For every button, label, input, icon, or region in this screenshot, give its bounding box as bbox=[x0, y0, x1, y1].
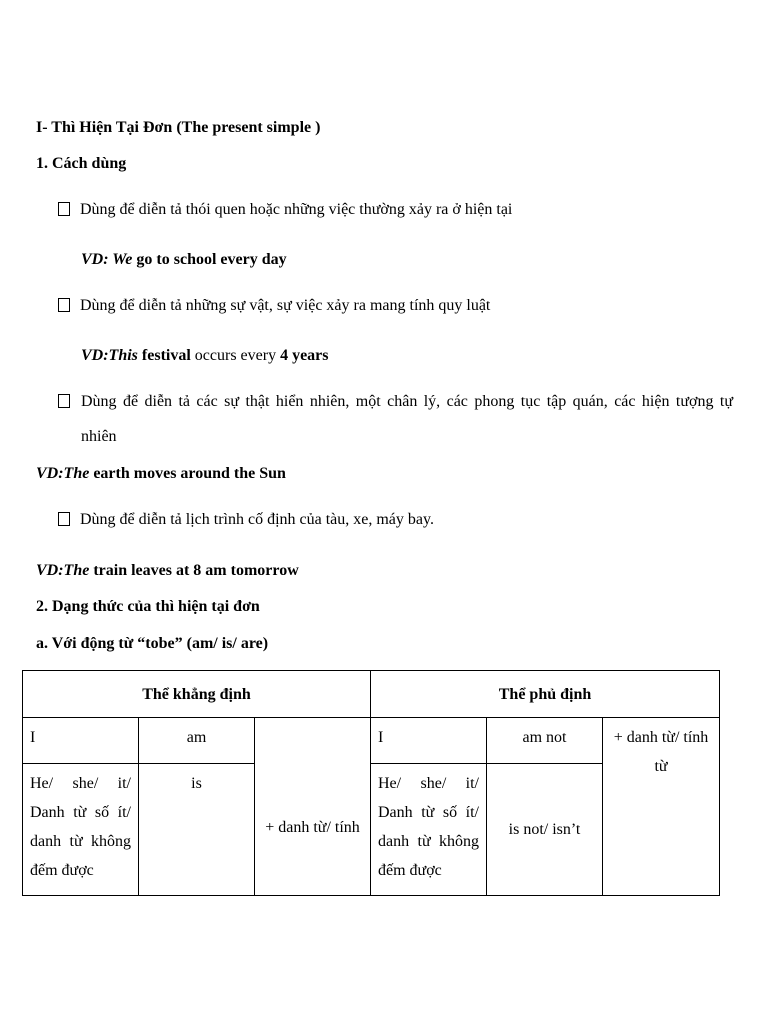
use-item-4 bbox=[58, 510, 434, 530]
use-text: Dùng để diễn tả lịch trình cố định của tàu, xe, máy bay. bbox=[80, 511, 434, 528]
subsection-tobe-title: a. Với động từ “tobe” (am/ is/ are) bbox=[36, 635, 269, 652]
use-text: Dùng để diễn tả những sự vật, sự việc xảy ra mang tính quy luật bbox=[80, 297, 491, 314]
checkbox-bullet-icon bbox=[58, 512, 70, 526]
example-3 bbox=[36, 464, 286, 484]
use-item-2 bbox=[58, 296, 490, 316]
checkbox-bullet-icon bbox=[58, 202, 70, 216]
example-prefix: VD:This bbox=[81, 347, 138, 364]
tobe-table bbox=[22, 670, 720, 896]
section-usage-title: 1. Cách dùng bbox=[36, 155, 127, 172]
example-1 bbox=[81, 250, 287, 270]
example-prefix: VD:The bbox=[36, 465, 90, 482]
use-text: Dùng để diễn tả thói quen hoặc những việc thường xảy ra ở hiện tại bbox=[80, 201, 513, 218]
main-heading: I- Thì Hiện Tại Đơn (The present simple ) bbox=[36, 119, 321, 136]
verb-cell: is bbox=[139, 764, 255, 896]
use-text-3-line2: nhiên bbox=[81, 428, 117, 445]
use-item-1 bbox=[58, 200, 512, 220]
example-text: go to school every day bbox=[132, 251, 287, 268]
subject-cell: I bbox=[23, 718, 139, 764]
neg-verb-cell: is not/ isn’t bbox=[487, 764, 603, 896]
checkbox-bullet-icon bbox=[58, 394, 70, 408]
neg-subject-cell: I bbox=[371, 718, 487, 764]
use-item-3-bullet bbox=[58, 392, 80, 412]
neg-subject-cell: He/ she/ it/ Danh từ số ít/ danh từ không đếm được bbox=[371, 764, 487, 896]
negative-header: Thể phủ định bbox=[371, 671, 720, 718]
neg-verb-cell: am not bbox=[487, 718, 603, 764]
example-4 bbox=[36, 561, 299, 581]
example-bold-2: 4 years bbox=[280, 347, 329, 364]
example-prefix: VD:The bbox=[36, 562, 90, 579]
affirmative-header: Thể khẳng định bbox=[23, 671, 371, 718]
example-2 bbox=[81, 346, 329, 366]
verb-cell: am bbox=[139, 718, 255, 764]
neg-complement-cell: + danh từ/ tính từ bbox=[603, 718, 720, 896]
subject-cell: He/ she/ it/ Danh từ số ít/ danh từ không đếm được bbox=[23, 764, 139, 896]
example-text: earth moves around the Sun bbox=[89, 465, 286, 482]
affirmative-complement-cell: + danh từ/ tính bbox=[255, 718, 371, 896]
use-text-3-line1: Dùng để diễn tả các sự thật hiển nhiên, một chân lý, các phong tục tập quán, các hiện tượng tự bbox=[81, 393, 733, 410]
example-bold: festival bbox=[137, 347, 191, 364]
example-text: train leaves at 8 am tomorrow bbox=[89, 562, 299, 579]
example-prefix: VD: We bbox=[81, 251, 133, 268]
section-forms-title: 2. Dạng thức của thì hiện tại đơn bbox=[36, 598, 260, 615]
example-normal: occurs every bbox=[190, 347, 281, 364]
checkbox-bullet-icon bbox=[58, 298, 70, 312]
